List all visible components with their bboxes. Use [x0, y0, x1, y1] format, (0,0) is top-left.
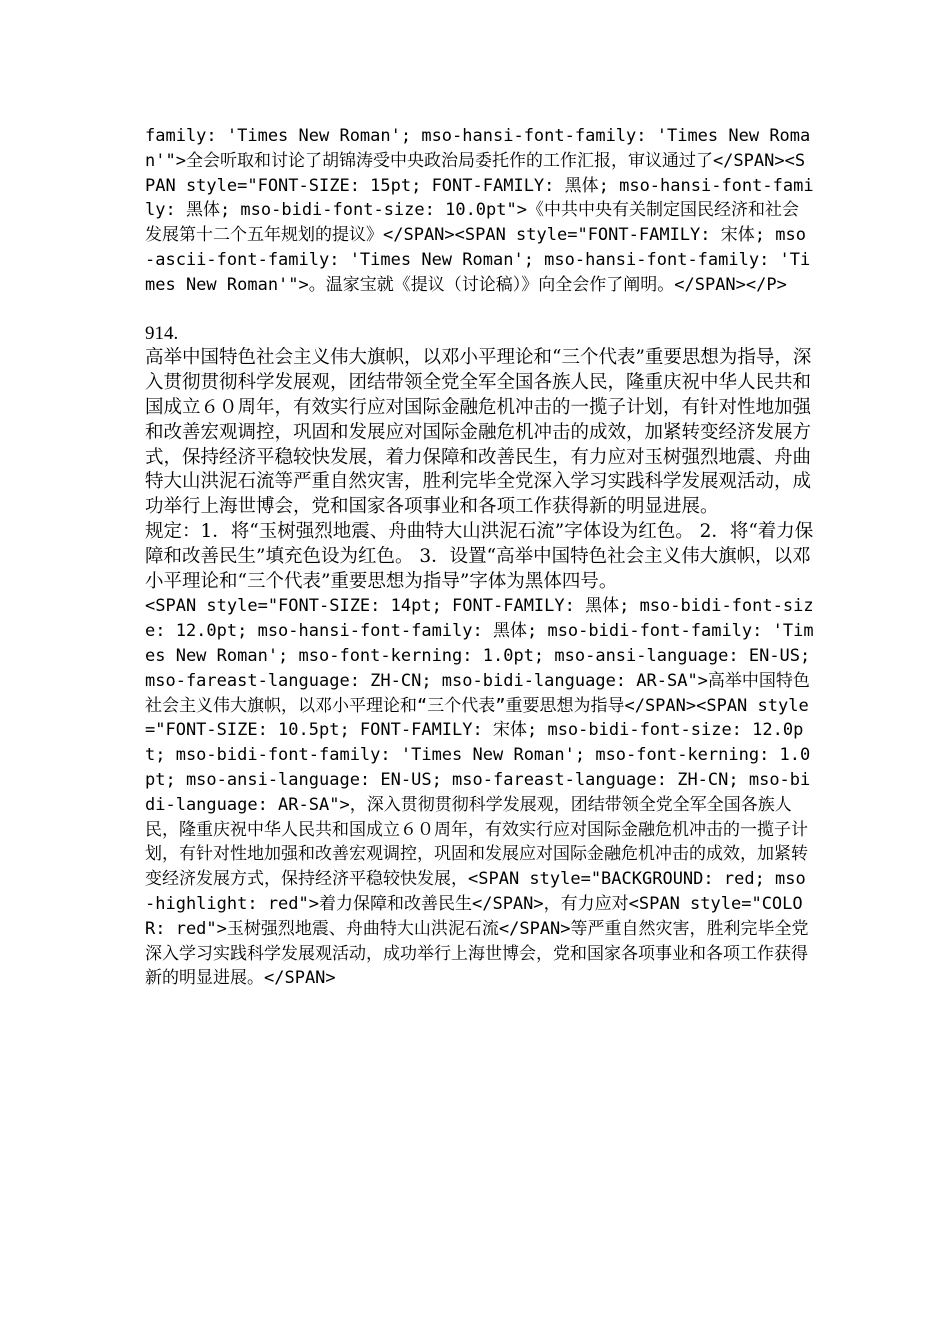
document-page	[145, 124, 815, 991]
paragraph-gap	[145, 298, 815, 322]
intro-code-paragraph: family: 'Times New Roman'; mso-hansi-font-family: 'Times New Roman'">全会听取和讨论了胡锦涛受中央政治局委托作的工作汇报，审议通过了</SPAN><SPAN style="FONT-SIZE: 15pt; FONT-FAMILY: 黑体; mso-hansi-font-family: 黑体; mso-bidi-font-size: 10.0pt">《中共中央有关制定国民经济和社会发展第十二个五年规划的提议》</SPAN><SPAN style="FONT-FAMILY: 宋体; mso-ascii-font-family: 'Times New Roman'; mso-hansi-font-family: 'Times New Roman'">。温家宝就《提议（讨论稿）》向全会作了阐明。</SPAN></P>	[145, 126, 814, 295]
rules-text: 规定：1．将“玉树强烈地震、舟曲特大山洪泥石流”字体设为红色。 2．将“着力保障和改善民生”填充色设为红色。 3．设置“高举中国特色社会主义伟大旗帜，以邓小平理论和“三个代表”重要思想为指导”字体为黑体四号。	[145, 520, 814, 592]
answer-code-paragraph: <SPAN style="FONT-SIZE: 14pt; FONT-FAMILY: 黑体; mso-bidi-font-size: 12.0pt; mso-hansi-font-family: 黑体; mso-bidi-font-family: 'Times New Roman'; mso-font-kerning: 1.0pt; mso-ansi-language: EN-US; mso-fareast-language: ZH-CN; mso-bidi-language: AR-SA">高举中国特色社会主义伟大旗帜，以邓小平理论和“三个代表”重要思想为指导</SPAN><SPAN style="FONT-SIZE: 10.5pt; FONT-FAMILY: 宋体; mso-bidi-font-size: 12.0pt; mso-bidi-font-family: 'Times New Roman'; mso-font-kerning: 1.0pt; mso-ansi-language: EN-US; mso-fareast-language: ZH-CN; mso-bidi-language: AR-SA">，深入贯彻贯彻科学发展观，团结带领全党全军全国各族人民，隆重庆祝中华人民共和国成立６０周年，有效实行应对国际金融危机冲击的一揽子计划，有针对性地加强和改善宏观调控，巩固和发展应对国际金融危机冲击的成效，加紧转变经济发展方式，保持经济平稳较快发展，<SPAN style="BACKGROUND: red; mso-highlight: red">着力保障和改善民生</SPAN>，有力应对<SPAN style="COLOR: red">玉树强烈地震、舟曲特大山洪泥石流</SPAN>等严重自然灾害，胜利完毕全党深入学习实践科学发展观活动，成功举行上海世博会，党和国家各项事业和各项工作获得新的明显进展。</SPAN>	[145, 596, 814, 989]
item-number: 914.	[145, 322, 179, 344]
question-text: 高举中国特色社会主义伟大旗帜，以邓小平理论和“三个代表”重要思想为指导，深入贯彻贯彻科学发展观，团结带领全党全军全国各族人民，隆重庆祝中华人民共和国成立６０周年，有效实行应对国际金融危机冲击的一揽子计划，有针对性地加强和改善宏观调控，巩固和发展应对国际金融危机冲击的成效，加紧转变经济发展方式，保持经济平稳较快发展，着力保障和改善民生，有力应对玉树强烈地震、舟曲特大山洪泥石流等严重自然灾害，胜利完毕全党深入学习实践科学发展观活动，成功举行上海世博会，党和国家各项事业和各项工作获得新的明显进展。	[145, 347, 812, 518]
